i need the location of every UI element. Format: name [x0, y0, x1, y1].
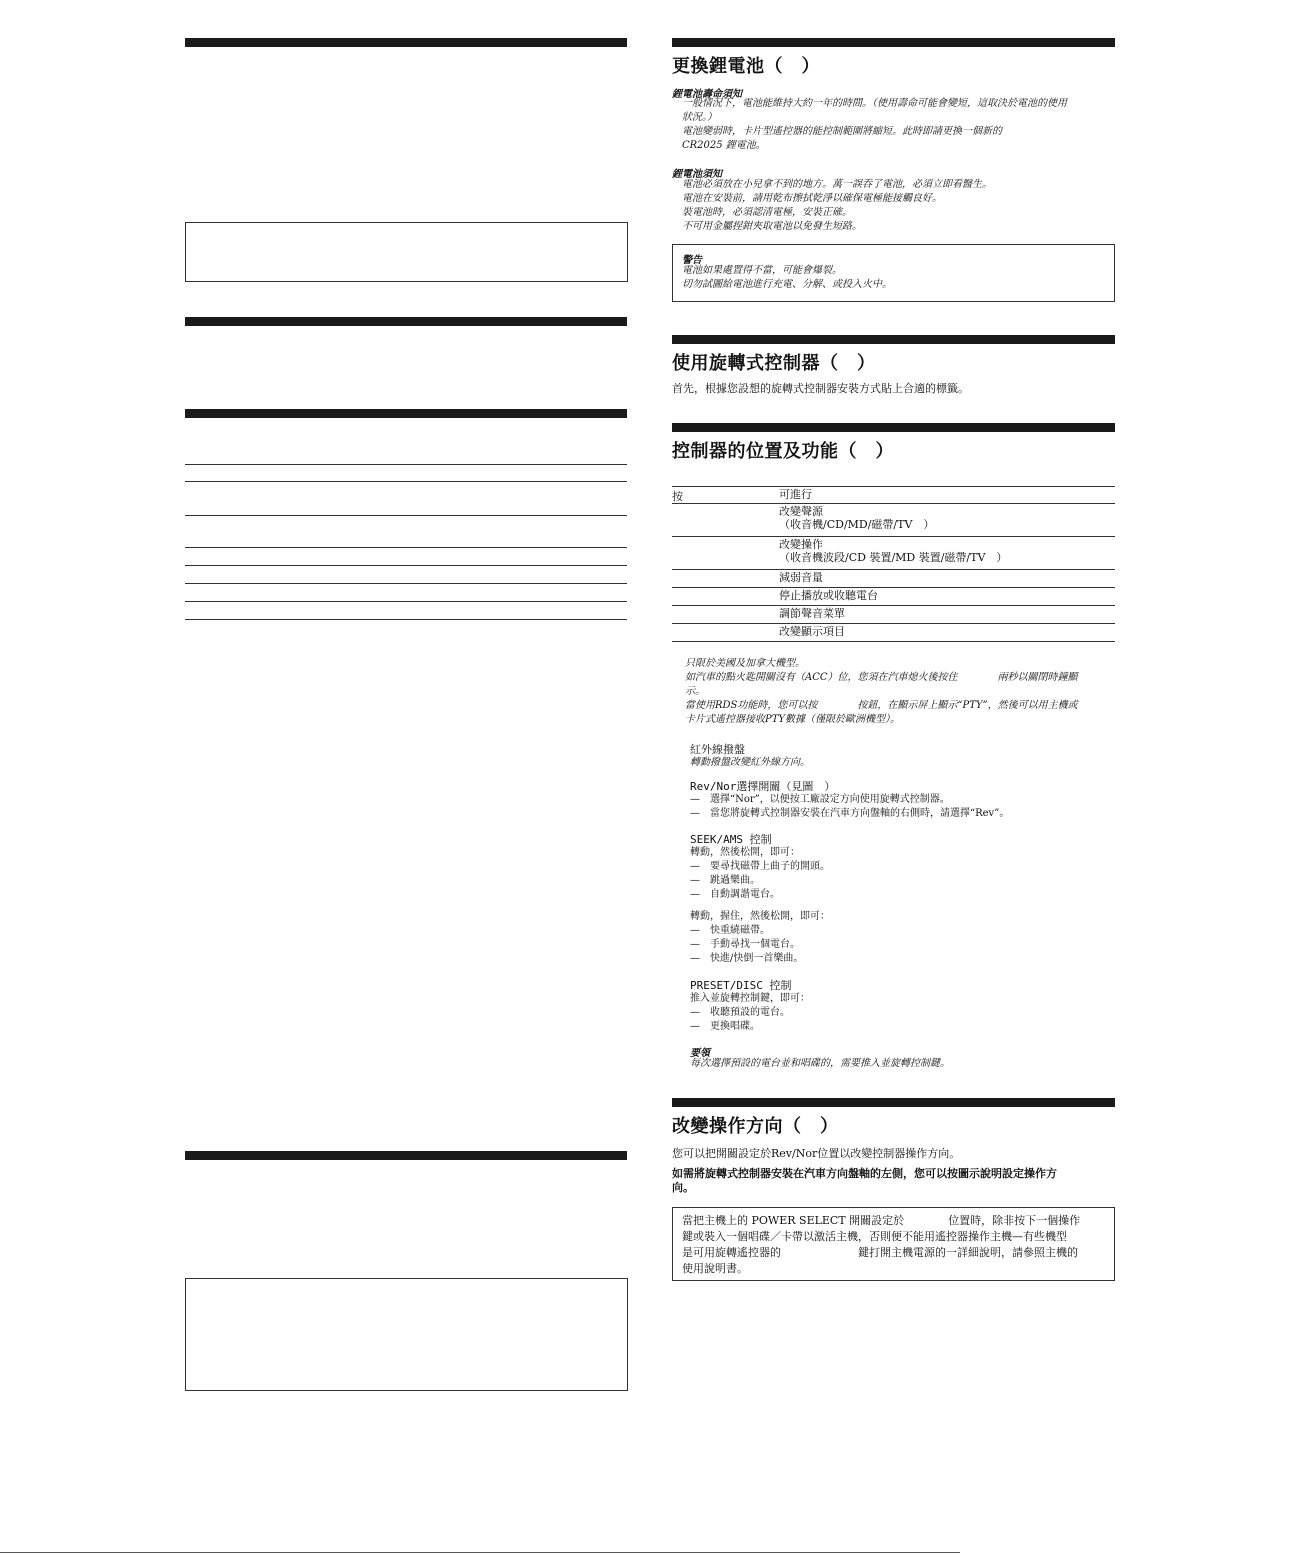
revnor-line: — 選擇“Nor”，以便按工廠設定方向使用旋轉式控制器。	[690, 794, 950, 805]
seek-line: — 快重繞磁帶。	[690, 925, 770, 936]
left-table-rule-7	[185, 601, 627, 602]
left-table-rule-1	[185, 464, 627, 465]
controls-row-line1: 減弱音量	[779, 571, 823, 584]
direction-intro: 您可以把開關設定於Rev/Nor位置以改變控制器操作方向。	[672, 1147, 961, 1160]
controls-table-rule	[672, 641, 1115, 642]
controls-footnote-line: 當使用RDS功能時，您可以按 按鈕，在顯示屏上顯示“PTY”，然後可以用主機或	[685, 700, 1078, 711]
left-note-box-1	[185, 222, 628, 282]
preset-disc-title: PRESET/DISC 控制	[690, 979, 792, 992]
controls-footnote-line: 卡片式遙控器接收PTY數據（僅限於歐洲機型）。	[685, 714, 900, 725]
direction-bold-line: 向。	[672, 1181, 694, 1194]
controls-row-line1: 調節聲音菜單	[779, 607, 845, 620]
controls-row-value	[779, 505, 934, 531]
left-table-rule-8	[185, 619, 627, 620]
controls-row-line2: （收音機波段/CD 裝置/MD 裝置/磁帶/TV ）	[779, 551, 1008, 564]
seek-line: — 跳過樂曲。	[690, 875, 760, 886]
direction-note-line: 鍵或裝入一個唱碟／卡帶以激活主機，否則便不能用遙控器操作主機—有些機型	[682, 1230, 1067, 1243]
seek-line: — 手動尋找一個電台。	[690, 939, 800, 950]
controls-title: 控制器的位置及功能（ ）	[672, 441, 894, 462]
controls-row-line2: （收音機/CD/MD/磁帶/TV ）	[779, 518, 935, 531]
page-bottom-rule	[0, 1552, 960, 1553]
battery-warning-box	[672, 244, 1115, 302]
seek-line: 轉動，然後松開，即可：	[690, 847, 800, 858]
revnor-text	[690, 793, 1009, 821]
controls-table-rule	[672, 536, 1115, 537]
battery-life-line: CR2025 鋰電池。	[682, 140, 766, 151]
tip-text: 每次選擇預設的電台並和唱碟的，需要推入並旋轉控制鍵。	[690, 1058, 950, 1069]
controls-row-line1: 改變操作	[779, 538, 823, 551]
controls-table-rule	[672, 605, 1115, 606]
preset-line: 推入並旋轉控制鍵，即可：	[690, 993, 810, 1004]
battery-life-line: 一般情況下，電池能維持大約一年的時間。（使用壽命可能會變短，這取決於電池的使用	[682, 98, 1067, 109]
preset-line: — 收聽預設的電台。	[690, 1007, 790, 1018]
controls-table-rule	[672, 623, 1115, 624]
battery-life-line: 狀況。）	[682, 112, 717, 123]
controls-footnotes	[685, 657, 1078, 727]
seek-line: 轉動，握住，然後松開，即可：	[690, 911, 830, 922]
battery-life-text	[682, 97, 1067, 153]
direction-note-line: 使用說明書。	[682, 1262, 748, 1275]
controls-footnote-line: 只限於美國及加拿大機型。	[685, 658, 805, 669]
controls-table-rule	[672, 569, 1115, 570]
direction-bold-line: 如需將旋轉式控制器安裝在汽車方向盤軸的左側，您可以按圖示說明設定操作方	[672, 1167, 1057, 1180]
battery-life-line: 電池變弱時，卡片型遙控器的能控制範圍將縮短。此時即請更換一個新的	[682, 126, 1002, 137]
controls-row-value	[779, 538, 1007, 564]
left-table-rule-6	[185, 583, 627, 584]
revnor-title: Rev/Nor選擇開關（見圖 ）	[690, 780, 836, 793]
direction-note-text	[682, 1213, 1080, 1277]
battery-note-line: 電池在安裝前，請用乾布擦拭乾淨以確保電極能接觸良好。	[682, 193, 942, 204]
ir-dial-title: 紅外線撥盤	[690, 743, 745, 756]
seek-ams-text-a	[690, 846, 830, 902]
controls-footnote-line: 示。	[685, 686, 705, 697]
left-section-bar-4	[185, 1151, 627, 1160]
table-row	[672, 607, 1115, 623]
left-note-box-2	[185, 1278, 628, 1391]
seek-ams-title: SEEK/AMS 控制	[690, 833, 772, 846]
seek-line: — 要尋找磁帶上曲子的開頭。	[690, 861, 830, 872]
battery-life-heading: 鋰電池壽命須知	[672, 89, 742, 100]
controls-header-key: 按	[672, 490, 683, 503]
rotary-section-bar	[672, 335, 1115, 344]
direction-bold-text	[672, 1167, 1057, 1195]
revnor-line: — 當您將旋轉式控制器安裝在汽車方向盤軸的右側時，請選擇“Rev”。	[690, 808, 1010, 819]
left-table-rule-3	[185, 515, 627, 516]
left-table-rule-2	[185, 481, 627, 482]
battery-section-bar	[672, 38, 1115, 47]
controls-row-line1: 停止播放或收聽電台	[779, 589, 878, 602]
battery-notes-text	[682, 178, 992, 234]
controls-footnote-line: 如汽車的點火匙開關沒有（ACC）位，您須在汽車熄火後按住 兩秒以關閉時鐘顯	[685, 672, 1078, 683]
table-row	[672, 505, 1115, 535]
battery-notes-heading: 鋰電池須知	[672, 169, 722, 180]
left-section-bar-1	[185, 38, 627, 47]
left-table-rule-4	[185, 547, 627, 548]
ir-dial-text: 轉動撥盤改變紅外線方向。	[690, 757, 810, 768]
direction-title: 改變操作方向（ ）	[672, 1116, 839, 1137]
controls-row-line1: 改變聲源	[779, 505, 823, 518]
left-section-bar-2	[185, 317, 627, 326]
table-row	[672, 538, 1115, 568]
preset-line: — 更換唱碟。	[690, 1021, 760, 1032]
left-section-bar-3	[185, 409, 627, 418]
rotary-title: 使用旋轉式控制器（ ）	[672, 353, 876, 374]
direction-note-line: 當把主機上的 POWER SELECT 開關設定於 位置時，除非按下一個操作	[682, 1214, 1081, 1227]
seek-ams-text-b	[690, 910, 830, 966]
preset-disc-text	[690, 992, 810, 1034]
direction-section-bar	[672, 1098, 1115, 1107]
controls-table-header	[672, 488, 1115, 502]
controls-table-rule	[672, 587, 1115, 588]
seek-line: — 快進/快倒一首樂曲。	[690, 953, 804, 964]
rotary-intro: 首先，根據您設想的旋轉式控制器安裝方式貼上合適的標籤。	[672, 382, 969, 395]
battery-warning-line: 切勿試圖給電池進行充電、分解、或投入火中。	[682, 279, 892, 290]
controls-row-line1: 改變顯示項目	[779, 625, 845, 638]
controls-header-value: 可進行	[779, 488, 812, 501]
table-row	[672, 625, 1115, 641]
controls-table-rule	[672, 486, 1115, 487]
tip-heading: 要領	[690, 1048, 710, 1059]
seek-line: — 自動調諧電台。	[690, 889, 780, 900]
battery-warning-heading: 警告	[682, 255, 702, 266]
direction-note-line: 是可用旋轉遙控器的 鍵打開主機電源的一詳細說明，請參照主機的	[682, 1246, 1078, 1259]
battery-title: 更換鋰電池（ ）	[672, 56, 820, 77]
battery-note-line: 裝電池時，必須認清電極，安裝正確。	[682, 207, 852, 218]
table-row	[672, 589, 1115, 605]
battery-note-line: 不可用金屬捏鉗夾取電池以免發生短路。	[682, 221, 862, 232]
direction-note-box	[672, 1207, 1115, 1281]
controls-section-bar	[672, 423, 1115, 432]
battery-warning-line: 電池如果處置得不當，可能會爆裂。	[682, 265, 842, 276]
left-table-rule-5	[185, 565, 627, 566]
battery-note-line: 電池必須放在小兒拿不到的地方。萬一誤吞了電池，必須立即看醫生。	[682, 179, 992, 190]
controls-table-rule	[672, 503, 1115, 504]
table-row	[672, 571, 1115, 587]
battery-warning-text	[682, 264, 892, 292]
